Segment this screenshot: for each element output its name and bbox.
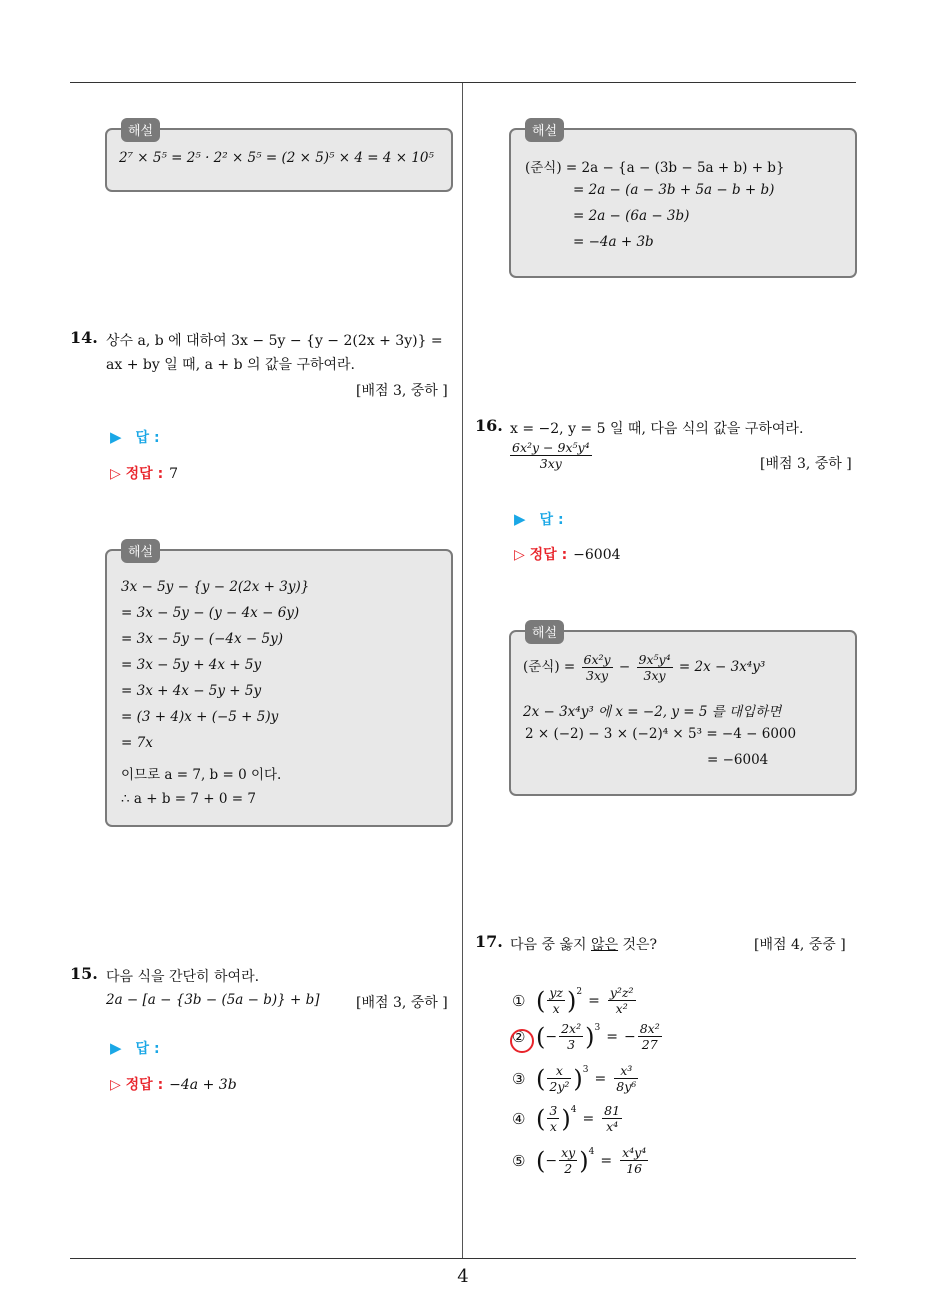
answer-label: 답 : bbox=[539, 512, 564, 528]
q14-sol-line: 이므로 a = 7, b = 0 이다. bbox=[121, 767, 282, 783]
choice-exponent: 2 bbox=[576, 987, 583, 997]
marked-answer-circle bbox=[510, 1029, 534, 1053]
q16-sol-f2-num: 9x⁵y⁴ bbox=[638, 652, 671, 667]
q15-correct bbox=[110, 1074, 237, 1094]
choice-left-den: x bbox=[549, 1119, 557, 1134]
choice-right-den: 8y⁶ bbox=[616, 1079, 637, 1094]
q16-meta: [배점 3, 중하 ] bbox=[760, 456, 852, 472]
q15-text: 다음 식을 간단히 하여라. bbox=[106, 969, 260, 985]
q16-sol-f2-den: 3xy bbox=[643, 668, 666, 683]
answer-label: 답 : bbox=[135, 430, 160, 446]
q14-sol-line: = (3 + 4)x + (−5 + 5)y bbox=[121, 709, 279, 725]
q15-correct-value: −4a + 3b bbox=[169, 1077, 237, 1093]
choice-left-sign: − bbox=[545, 1152, 558, 1169]
q16-number: 16. bbox=[475, 416, 503, 435]
play-icon: ▶ bbox=[110, 1039, 122, 1057]
q15-solution-box bbox=[509, 124, 857, 278]
play-icon: ▶ bbox=[110, 428, 122, 446]
q14-text-line1: 상수 a, b 에 대하여 3x − 5y − {y − 2(2x + 3y)} = bbox=[106, 333, 443, 349]
q15-answer[interactable] bbox=[110, 1038, 160, 1058]
choice-exponent: 3 bbox=[582, 1065, 589, 1075]
q17-text bbox=[510, 934, 657, 954]
choice-number: ④ bbox=[512, 1109, 526, 1128]
top-rule bbox=[70, 82, 856, 83]
q15-sol-line: (준식) = 2a − {a − (3b − 5a + b) + b} bbox=[525, 160, 785, 176]
play-icon: ▶ bbox=[514, 510, 526, 528]
open-paren: ( bbox=[536, 986, 546, 1015]
q15-meta: [배점 3, 중하 ] bbox=[356, 995, 448, 1011]
choice-equals: = bbox=[600, 1152, 613, 1169]
correct-label: 정답 : bbox=[125, 466, 164, 482]
choice-right-sign: − bbox=[623, 1028, 636, 1045]
choice-left-den: 3 bbox=[567, 1037, 576, 1052]
q15-expression: 2a − [a − {3b − (5a − b)} + b] bbox=[106, 992, 320, 1008]
answer-label: 답 : bbox=[135, 1041, 160, 1057]
q14-sol-line: = 7x bbox=[121, 735, 153, 751]
q15-number: 15. bbox=[70, 964, 98, 983]
q14-answer[interactable] bbox=[110, 427, 160, 447]
q15-sol-line: = 2a − (6a − 3b) bbox=[573, 208, 690, 224]
solution-tag: 해설 bbox=[121, 118, 160, 142]
bottom-rule bbox=[70, 1258, 856, 1259]
close-paren: ) bbox=[573, 1064, 583, 1093]
q17-text-underlined: 않은 bbox=[590, 937, 619, 953]
close-paren: ) bbox=[567, 986, 577, 1015]
q14-correct bbox=[110, 463, 178, 483]
q16-sol-f1-den: 3xy bbox=[586, 668, 609, 683]
outline-play-icon: ▷ bbox=[110, 466, 126, 482]
choice-number: ③ bbox=[512, 1069, 526, 1088]
open-paren: ( bbox=[536, 1104, 546, 1133]
q16-correct-value: −6004 bbox=[573, 547, 621, 563]
choice-right-num: y²z² bbox=[609, 985, 634, 1000]
choice-number: ⑤ bbox=[512, 1151, 526, 1170]
q14-sol-line: 3x − 5y − {y − 2(2x + 3y)} bbox=[121, 579, 310, 595]
choice-exponent: 4 bbox=[588, 1147, 595, 1157]
q14-sol-line: = 3x + 4x − 5y + 5y bbox=[121, 683, 262, 699]
q14-text-line2: ax + by 일 때, a + b 의 값을 구하여라. bbox=[106, 357, 356, 373]
q14-sol-line: = 3x − 5y − (y − 4x − 6y) bbox=[121, 605, 300, 621]
q17-choice[interactable] bbox=[512, 985, 638, 1016]
choice-equals: = bbox=[594, 1070, 607, 1087]
choice-left-sign: − bbox=[545, 1028, 558, 1045]
column-divider bbox=[462, 83, 463, 1258]
q16-answer[interactable] bbox=[514, 509, 564, 529]
choice-left-num: yz bbox=[549, 985, 564, 1000]
choice-exponent: 3 bbox=[594, 1023, 601, 1033]
q14-sol-line: = 3x − 5y − (−4x − 5y) bbox=[121, 631, 283, 647]
open-paren: ( bbox=[536, 1064, 546, 1093]
choice-left-den: 2 bbox=[564, 1161, 573, 1176]
q14-sol-line: = 3x − 5y + 4x + 5y bbox=[121, 657, 262, 673]
q16-text: x = −2, y = 5 일 때, 다음 식의 값을 구하여라. bbox=[510, 421, 804, 437]
q16-frac-den: 3xy bbox=[539, 456, 562, 471]
choice-right-num: x³ bbox=[614, 1063, 638, 1079]
q14-solution-box bbox=[105, 545, 453, 827]
open-paren: ( bbox=[536, 1022, 546, 1051]
q14-correct-value: 7 bbox=[169, 466, 179, 482]
q13-solution-box bbox=[105, 124, 453, 192]
choice-right-num: x⁴y⁴ bbox=[622, 1145, 647, 1160]
correct-label: 정답 : bbox=[125, 1077, 164, 1093]
q16-solution-box bbox=[509, 626, 857, 796]
choice-right-den: 16 bbox=[626, 1161, 643, 1176]
close-paren: ) bbox=[561, 1104, 571, 1133]
choice-equals: = bbox=[582, 1110, 595, 1127]
q17-meta: [배점 4, 중중 ] bbox=[754, 937, 846, 953]
q17-text-suffix: 것은? bbox=[618, 937, 658, 953]
solution-tag: 해설 bbox=[525, 620, 564, 644]
close-paren: ) bbox=[579, 1146, 589, 1175]
solution-tag: 해설 bbox=[525, 118, 564, 142]
q17-choice[interactable] bbox=[512, 1021, 664, 1052]
q13-solution-line: 2⁷ × 5⁵ = 2⁵ · 2² × 5⁵ = (2 × 5)⁵ × 4 = 4 × 10⁵ bbox=[119, 150, 434, 166]
q16-sol-prefix: (준식) = bbox=[523, 659, 576, 675]
correct-label: 정답 : bbox=[529, 547, 568, 563]
choice-number: ② bbox=[512, 1027, 526, 1046]
choice-right-den: x² bbox=[615, 1001, 628, 1016]
choice-right-den: 27 bbox=[641, 1037, 658, 1052]
choice-right-den: x⁴ bbox=[606, 1119, 619, 1134]
choice-left-den: 2y² bbox=[549, 1079, 570, 1094]
q16-correct bbox=[514, 544, 621, 564]
choice-left-num: 3 bbox=[549, 1103, 558, 1118]
q17-choice[interactable] bbox=[512, 1103, 624, 1134]
q16-sol-line4: = −6004 bbox=[707, 752, 769, 768]
q15-sol-line: = −4a + 3b bbox=[573, 234, 654, 250]
choice-number: ① bbox=[512, 991, 526, 1010]
q15-sol-line: = 2a − (a − 3b + 5a − b + b) bbox=[573, 182, 775, 198]
q16-fraction bbox=[508, 440, 594, 471]
q16-sol-minus: − bbox=[618, 659, 631, 675]
choice-left-num: x bbox=[547, 1063, 571, 1079]
q16-sol-result: = 2x − 3x⁴y³ bbox=[678, 659, 766, 675]
q17-choice[interactable] bbox=[512, 1063, 640, 1094]
q17-choice[interactable] bbox=[512, 1145, 650, 1176]
choice-left-num: 2x² bbox=[561, 1021, 582, 1036]
q16-sol-f1-num: 6x²y bbox=[583, 652, 611, 667]
outline-play-icon: ▷ bbox=[514, 547, 530, 563]
solution-tag: 해설 bbox=[121, 539, 160, 563]
choice-equals: = bbox=[606, 1028, 618, 1045]
page-number: 4 bbox=[457, 1266, 469, 1287]
q17-number: 17. bbox=[475, 932, 503, 951]
q14-sol-line: ∴ a + b = 7 + 0 = 7 bbox=[121, 791, 256, 807]
close-paren: ) bbox=[585, 1022, 595, 1051]
choice-left-den: x bbox=[552, 1001, 560, 1016]
q16-sol-line3: 2 × (−2) − 3 × (−2)⁴ × 5³ = −4 − 6000 bbox=[525, 726, 797, 742]
q17-text-prefix: 다음 중 옳지 bbox=[510, 937, 591, 953]
choice-right-num: 8x² bbox=[639, 1021, 660, 1036]
choice-left-num: xy bbox=[561, 1145, 576, 1160]
choice-equals: = bbox=[588, 992, 600, 1009]
q14-number: 14. bbox=[70, 328, 98, 347]
choice-exponent: 4 bbox=[570, 1105, 577, 1115]
q16-sol-line1 bbox=[523, 652, 765, 683]
choice-right-num: 81 bbox=[604, 1103, 621, 1118]
open-paren: ( bbox=[536, 1146, 546, 1175]
outline-play-icon: ▷ bbox=[110, 1077, 126, 1093]
q16-frac-num: 6x²y − 9x⁵y⁴ bbox=[512, 440, 590, 455]
q16-sol-line2: 2x − 3x⁴y³ 에 x = −2, y = 5 를 대입하면 bbox=[523, 704, 782, 720]
q14-meta: [배점 3, 중하 ] bbox=[356, 383, 448, 399]
